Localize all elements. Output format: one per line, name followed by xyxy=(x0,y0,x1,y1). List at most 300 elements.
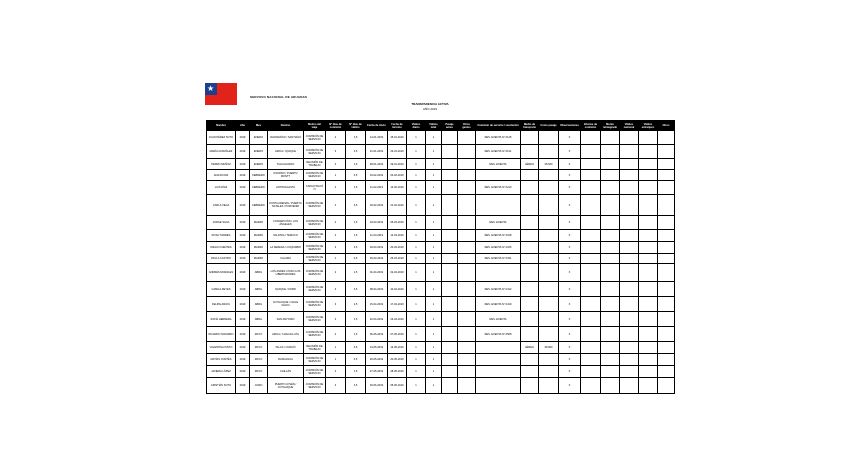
table-cell: 1 xyxy=(426,181,442,195)
table-cell: 2 xyxy=(326,327,346,342)
table-cell xyxy=(442,342,458,354)
table-cell xyxy=(658,354,675,366)
table-cell xyxy=(620,170,639,181)
table-cell xyxy=(539,366,559,378)
table-cell: 21-01-2019 xyxy=(366,145,388,159)
table-cell xyxy=(620,264,639,282)
table-cell xyxy=(639,282,658,297)
table-cell: COMISIÓN DE SERVICIO xyxy=(304,195,326,216)
table-cell xyxy=(581,366,601,378)
table-cell xyxy=(601,159,620,170)
table-cell: 05-06-2019 xyxy=(388,378,407,394)
table-cell: SOFÍA HERRERA xyxy=(207,312,236,327)
table-cell: COMISIÓN DE SERVICIO xyxy=(304,312,326,327)
table-cell: JUAN PÉREZ SOTO xyxy=(207,131,236,145)
table-cell: COMISIÓN DE SERVICIO xyxy=(304,264,326,282)
table-cell: MARZO xyxy=(250,254,268,264)
table-cell xyxy=(521,366,539,378)
table-cell: ROSA TORRES xyxy=(207,230,236,242)
table-cell: X xyxy=(559,354,581,366)
table-cell: 1 xyxy=(407,354,426,366)
table-cell: 1 xyxy=(407,327,426,342)
table-cell xyxy=(458,312,476,327)
table-cell xyxy=(458,195,476,216)
table-cell: 23-04-2019 xyxy=(388,312,407,327)
table-cell: PEDRO MUÑOZ xyxy=(207,159,236,170)
table-cell: ABRIL xyxy=(250,264,268,282)
table-cell xyxy=(521,354,539,366)
table-cell: 3 xyxy=(326,242,346,254)
table-cell: 1 xyxy=(407,312,426,327)
table-cell xyxy=(539,230,559,242)
table-cell: 10-04-2019 xyxy=(388,282,407,297)
table-cell: 1 xyxy=(407,216,426,230)
table-cell: 2 xyxy=(326,312,346,327)
table-cell xyxy=(539,264,559,282)
column-header: Destino xyxy=(268,121,304,131)
column-header: Monto reintegrado xyxy=(601,121,620,131)
table-cell: X xyxy=(559,366,581,378)
table-cell: 2019 xyxy=(236,327,250,342)
column-header: Comisión de servicio / resolución xyxy=(476,121,521,131)
table-cell: 2 xyxy=(326,230,346,242)
table-cell: X xyxy=(559,312,581,327)
column-header: Nº días de comisión xyxy=(326,121,346,131)
table-cell: 1 xyxy=(426,131,442,145)
table-cell xyxy=(581,327,601,342)
table-cell: CHILLÁN xyxy=(268,366,304,378)
table-cell: 0,5 xyxy=(346,170,366,181)
table-cell: 1 xyxy=(407,181,426,195)
table-cell: 1 xyxy=(407,378,426,394)
table-cell: CAPACITACIÓN xyxy=(304,181,326,195)
table-cell: 2019 xyxy=(236,230,250,242)
table-cell xyxy=(476,378,521,394)
table-cell: 13-05-2019 xyxy=(366,342,388,354)
table-cell xyxy=(639,366,658,378)
column-header: Otros gastos xyxy=(458,121,476,131)
table-cell: 29-01-2019 xyxy=(388,159,407,170)
table-row xyxy=(207,230,675,242)
table-cell: 45.600 xyxy=(539,159,559,170)
table-cell: CONCEPCIÓN / LOS ÁNGELES xyxy=(268,216,304,230)
table-cell xyxy=(539,254,559,264)
table-cell: 1 xyxy=(426,230,442,242)
column-header: Viático nacional xyxy=(620,121,639,131)
table-cell xyxy=(539,282,559,297)
table-cell xyxy=(442,282,458,297)
table-cell xyxy=(442,242,458,254)
table-cell: MAYO xyxy=(250,366,268,378)
table-cell: 2,5 xyxy=(346,145,366,159)
table-cell: 1 xyxy=(407,366,426,378)
table-cell: RANCAGUA xyxy=(268,354,304,366)
table-cell: COMISIÓN DE SERVICIO xyxy=(304,354,326,366)
table-cell: FEBRERO xyxy=(250,170,268,181)
table-cell xyxy=(442,354,458,366)
column-header: Pasaje aéreo xyxy=(442,121,458,131)
table-cell xyxy=(620,354,639,366)
star-icon: ★ xyxy=(207,84,215,93)
table-cell: 2 xyxy=(326,159,346,170)
table-cell: ARICA / CHACALLUTA xyxy=(268,327,304,342)
table-cell xyxy=(639,312,658,327)
table-cell: VALDIVIA / TEMUCO xyxy=(268,230,304,242)
table-cell: 2019 xyxy=(236,366,250,378)
table-cell: 2019 xyxy=(236,354,250,366)
table-cell xyxy=(639,254,658,264)
table-cell: 2019 xyxy=(236,145,250,159)
table-cell: 18-03-2019 xyxy=(366,242,388,254)
table-cell xyxy=(601,181,620,195)
table-cell xyxy=(521,254,539,264)
table-cell: 1 xyxy=(426,327,442,342)
table-cell xyxy=(658,312,675,327)
table-cell: AÉREO xyxy=(521,342,539,354)
table-cell xyxy=(658,195,675,216)
table-cell: 2019 xyxy=(236,297,250,312)
table-cell: 2 xyxy=(326,216,346,230)
table-cell: 1 xyxy=(407,195,426,216)
document-title: TRANSPARENCIA ACTIVA xyxy=(411,102,449,106)
table-cell: 1 xyxy=(407,254,426,264)
table-cell xyxy=(476,195,521,216)
table-cell xyxy=(476,366,521,378)
table-cell: 2019 xyxy=(236,131,250,145)
table-cell xyxy=(658,159,675,170)
table-cell xyxy=(521,242,539,254)
table-cell xyxy=(521,327,539,342)
table-cell: 2019 xyxy=(236,216,250,230)
table-cell: X xyxy=(559,282,581,297)
table-cell: X xyxy=(559,159,581,170)
table-cell xyxy=(658,230,675,242)
table-cell xyxy=(620,378,639,394)
table-cell xyxy=(658,297,675,312)
table-cell: 3,5 xyxy=(346,195,366,216)
table-cell: 1 xyxy=(426,366,442,378)
table-cell xyxy=(581,216,601,230)
table-cell: X xyxy=(559,378,581,394)
table-cell xyxy=(601,264,620,282)
table-header-row xyxy=(207,121,675,131)
table-cell: RES. EXENTA Nº 0131 xyxy=(476,145,521,159)
table-cell xyxy=(442,312,458,327)
table-cell xyxy=(581,181,601,195)
column-header: Viático diario xyxy=(407,121,426,131)
table-cell: ABRIL xyxy=(250,312,268,327)
table-cell: VALENTINA PINTO xyxy=(207,342,236,354)
table-cell: 13-05-2019 xyxy=(388,342,407,354)
table-cell: 2019 xyxy=(236,195,250,216)
table-row xyxy=(207,366,675,378)
table-cell xyxy=(601,131,620,145)
table-cell: LOS ANDES / PASO LOS LIBERTADORES xyxy=(268,264,304,282)
table-cell: 1 xyxy=(407,159,426,170)
table-cell: X xyxy=(559,131,581,145)
table-cell: ENERO xyxy=(250,159,268,170)
table-cell xyxy=(658,181,675,195)
table-cell xyxy=(539,354,559,366)
table-cell: JORGE SILVA xyxy=(207,216,236,230)
table-cell: MAYO xyxy=(250,354,268,366)
table-cell: X xyxy=(559,181,581,195)
table-row xyxy=(207,254,675,264)
table-row xyxy=(207,312,675,327)
table-cell: 03-06-2019 xyxy=(366,378,388,394)
table-cell: 1 xyxy=(426,216,442,230)
table-cell: MATÍAS CORTÉS xyxy=(207,354,236,366)
table-cell: ANTOFAGASTA xyxy=(268,181,304,195)
table-cell: ENERO xyxy=(250,145,268,159)
table-cell xyxy=(539,145,559,159)
table-cell xyxy=(639,131,658,145)
table-cell xyxy=(658,131,675,145)
table-cell xyxy=(581,297,601,312)
table-cell xyxy=(601,195,620,216)
table-cell xyxy=(639,159,658,170)
table-cell: 2,5 xyxy=(346,282,366,297)
table-cell xyxy=(442,195,458,216)
table-row xyxy=(207,378,675,394)
table-cell: REUNIÓN DE TRABAJO xyxy=(304,159,326,170)
table-row xyxy=(207,181,675,195)
table-cell: CAMILA REYES xyxy=(207,282,236,297)
document-subtitle: AÑO 2019 xyxy=(422,107,437,111)
table-cell xyxy=(620,159,639,170)
table-cell: 2019 xyxy=(236,312,250,327)
table-cell: 28-01-2019 xyxy=(366,159,388,170)
table-cell xyxy=(539,181,559,195)
table-cell: 1 xyxy=(426,312,442,327)
table-cell xyxy=(581,242,601,254)
table-cell xyxy=(442,366,458,378)
table-cell: 2019 xyxy=(236,254,250,264)
table-cell: 38.900 xyxy=(539,342,559,354)
table-cell: 17-04-2019 xyxy=(388,297,407,312)
table-cell xyxy=(639,354,658,366)
table-cell xyxy=(442,181,458,195)
table-cell: MAYO xyxy=(250,342,268,354)
table-cell xyxy=(601,242,620,254)
table-cell xyxy=(639,145,658,159)
table-cell: RES. EXENTA Nº 0331 xyxy=(476,254,521,264)
table-cell xyxy=(581,378,601,394)
table-cell: 1 xyxy=(407,342,426,354)
table-cell: 20-05-2019 xyxy=(366,354,388,366)
table-cell xyxy=(521,282,539,297)
table-cell: 1 xyxy=(407,131,426,145)
table-cell: DIEGO FUENTES xyxy=(207,242,236,254)
table-cell xyxy=(620,366,639,378)
table-cell: 1,5 xyxy=(346,327,366,342)
table-cell xyxy=(639,242,658,254)
table-cell: RES. EXENTA Nº 0210 xyxy=(476,181,521,195)
table-cell xyxy=(601,342,620,354)
table-cell: COYHAIQUE / CHILE CHICO xyxy=(268,297,304,312)
table-cell: SAN ANTONIO xyxy=(268,312,304,327)
table-cell: FEBRERO xyxy=(250,181,268,195)
table-cell: VALPARAÍSO / SANTIAGO xyxy=(268,131,304,145)
table-cell: 1 xyxy=(326,254,346,264)
table-cell: LUIS DÍAZ xyxy=(207,181,236,195)
table-cell: RES. EXENTA Nº 0412 xyxy=(476,282,521,297)
table-cell: MARZO xyxy=(250,230,268,242)
table-cell: RES. EXENTA xyxy=(476,216,521,230)
column-header: Viático extranjero xyxy=(639,121,658,131)
table-cell xyxy=(639,264,658,282)
table-cell xyxy=(476,342,521,354)
table-cell xyxy=(658,366,675,378)
table-cell: FEBRERO xyxy=(250,195,268,216)
table-cell xyxy=(581,264,601,282)
table-cell xyxy=(620,327,639,342)
table-cell xyxy=(601,354,620,366)
table-cell xyxy=(521,378,539,394)
table-cell: 1 xyxy=(426,378,442,394)
table-cell: 3 xyxy=(326,297,346,312)
table-cell xyxy=(639,230,658,242)
table-cell: REUNIÓN DE TRABAJO xyxy=(304,342,326,354)
table-cell xyxy=(521,170,539,181)
table-cell: 2019 xyxy=(236,181,250,195)
table-cell: X xyxy=(559,342,581,354)
table-cell xyxy=(581,254,601,264)
table-cell: 1,5 xyxy=(346,230,366,242)
table-cell: 2019 xyxy=(236,342,250,354)
table-cell: PUERTO AYSÉN / COYHAIQUE xyxy=(268,378,304,394)
table-cell: X xyxy=(559,170,581,181)
table-cell: 20-03-2019 xyxy=(388,242,407,254)
table-cell xyxy=(581,312,601,327)
table-cell xyxy=(620,242,639,254)
table-cell: 1 xyxy=(426,195,442,216)
table-cell: CALAMA xyxy=(268,254,304,264)
table-row xyxy=(207,354,675,366)
column-header: Otros xyxy=(658,121,675,131)
table-cell xyxy=(639,181,658,195)
table-cell: 1,5 xyxy=(346,181,366,195)
table-cell xyxy=(442,131,458,145)
table-row xyxy=(207,170,675,181)
column-header: Informe de comisión xyxy=(581,121,601,131)
table-cell xyxy=(658,170,675,181)
table-cell xyxy=(458,159,476,170)
table-cell: 1 xyxy=(426,264,442,282)
table-cell: 0,5 xyxy=(346,354,366,366)
table-cell: COMISIÓN DE SERVICIO xyxy=(304,242,326,254)
table-cell xyxy=(458,342,476,354)
table-cell: 2019 xyxy=(236,264,250,282)
table-cell: X xyxy=(559,230,581,242)
table-cell: 2 xyxy=(326,131,346,145)
table-cell: 1,5 xyxy=(346,366,366,378)
table-cell xyxy=(601,216,620,230)
table-cell xyxy=(658,145,675,159)
table-cell: 2019 xyxy=(236,378,250,394)
table-cell xyxy=(476,170,521,181)
table-cell xyxy=(458,282,476,297)
table-cell xyxy=(601,327,620,342)
table-row xyxy=(207,282,675,297)
table-cell: ARICA / IQUIQUE xyxy=(268,145,304,159)
column-header: Año xyxy=(236,121,250,131)
table-cell: 1 xyxy=(407,264,426,282)
table-cell xyxy=(442,170,458,181)
table-cell xyxy=(658,264,675,282)
table-cell xyxy=(639,378,658,394)
table-cell xyxy=(620,195,639,216)
table-cell xyxy=(581,159,601,170)
table-cell: 3 xyxy=(326,282,346,297)
table-cell: 08-04-2019 xyxy=(366,282,388,297)
table-cell xyxy=(639,297,658,312)
table-cell xyxy=(601,230,620,242)
table-cell: 04-03-2019 xyxy=(366,216,388,230)
table-row xyxy=(207,145,675,159)
table-cell xyxy=(620,145,639,159)
table-cell: 20-05-2019 xyxy=(388,354,407,366)
table-cell xyxy=(539,312,559,327)
table-cell: 1 xyxy=(326,170,346,181)
table-cell: 1 xyxy=(407,145,426,159)
table-cell: RES. EXENTA Nº 0419 xyxy=(476,297,521,312)
table-cell xyxy=(601,312,620,327)
table-cell xyxy=(620,297,639,312)
table-cell: 2 xyxy=(326,366,346,378)
table-row xyxy=(207,327,675,342)
table-cell: TALCAHUANO xyxy=(268,159,304,170)
table-cell: 22-04-2019 xyxy=(366,312,388,327)
table-cell: 1 xyxy=(407,242,426,254)
table-cell: 1 xyxy=(407,282,426,297)
table-cell: ABRIL xyxy=(250,297,268,312)
table-cell: 04-02-2019 xyxy=(366,170,388,181)
table-cell: 2,5 xyxy=(346,297,366,312)
table-cell: X xyxy=(559,242,581,254)
table-cell: MARZO xyxy=(250,242,268,254)
table-cell: LA SERENA / COQUIMBO xyxy=(268,242,304,254)
table-cell: 1,5 xyxy=(346,159,366,170)
table-cell xyxy=(658,378,675,394)
table-cell: 3 xyxy=(326,378,346,394)
table-row xyxy=(207,159,675,170)
table-cell: 1 xyxy=(426,342,442,354)
table-cell xyxy=(458,378,476,394)
table-cell: 23-01-2019 xyxy=(388,145,407,159)
table-cell xyxy=(639,342,658,354)
table-cell xyxy=(521,131,539,145)
table-cell: COMISIÓN DE SERVICIO xyxy=(304,366,326,378)
table-cell xyxy=(458,170,476,181)
table-cell: 3 xyxy=(326,145,346,159)
table-cell: COMISIÓN DE SERVICIO xyxy=(304,254,326,264)
table-cell: 12-02-2019 xyxy=(388,181,407,195)
table-cell xyxy=(521,264,539,282)
table-cell: X xyxy=(559,297,581,312)
table-cell: 14-01-2019 xyxy=(366,131,388,145)
table-cell: COMISIÓN DE SERVICIO xyxy=(304,378,326,394)
table-cell xyxy=(442,216,458,230)
table-cell xyxy=(442,264,458,282)
table-cell: 2019 xyxy=(236,170,250,181)
table-row xyxy=(207,264,675,282)
table-cell xyxy=(458,354,476,366)
table-cell: 1 xyxy=(426,242,442,254)
column-header: Viático total xyxy=(426,121,442,131)
table-cell xyxy=(539,195,559,216)
table-cell: 28-05-2019 xyxy=(388,366,407,378)
